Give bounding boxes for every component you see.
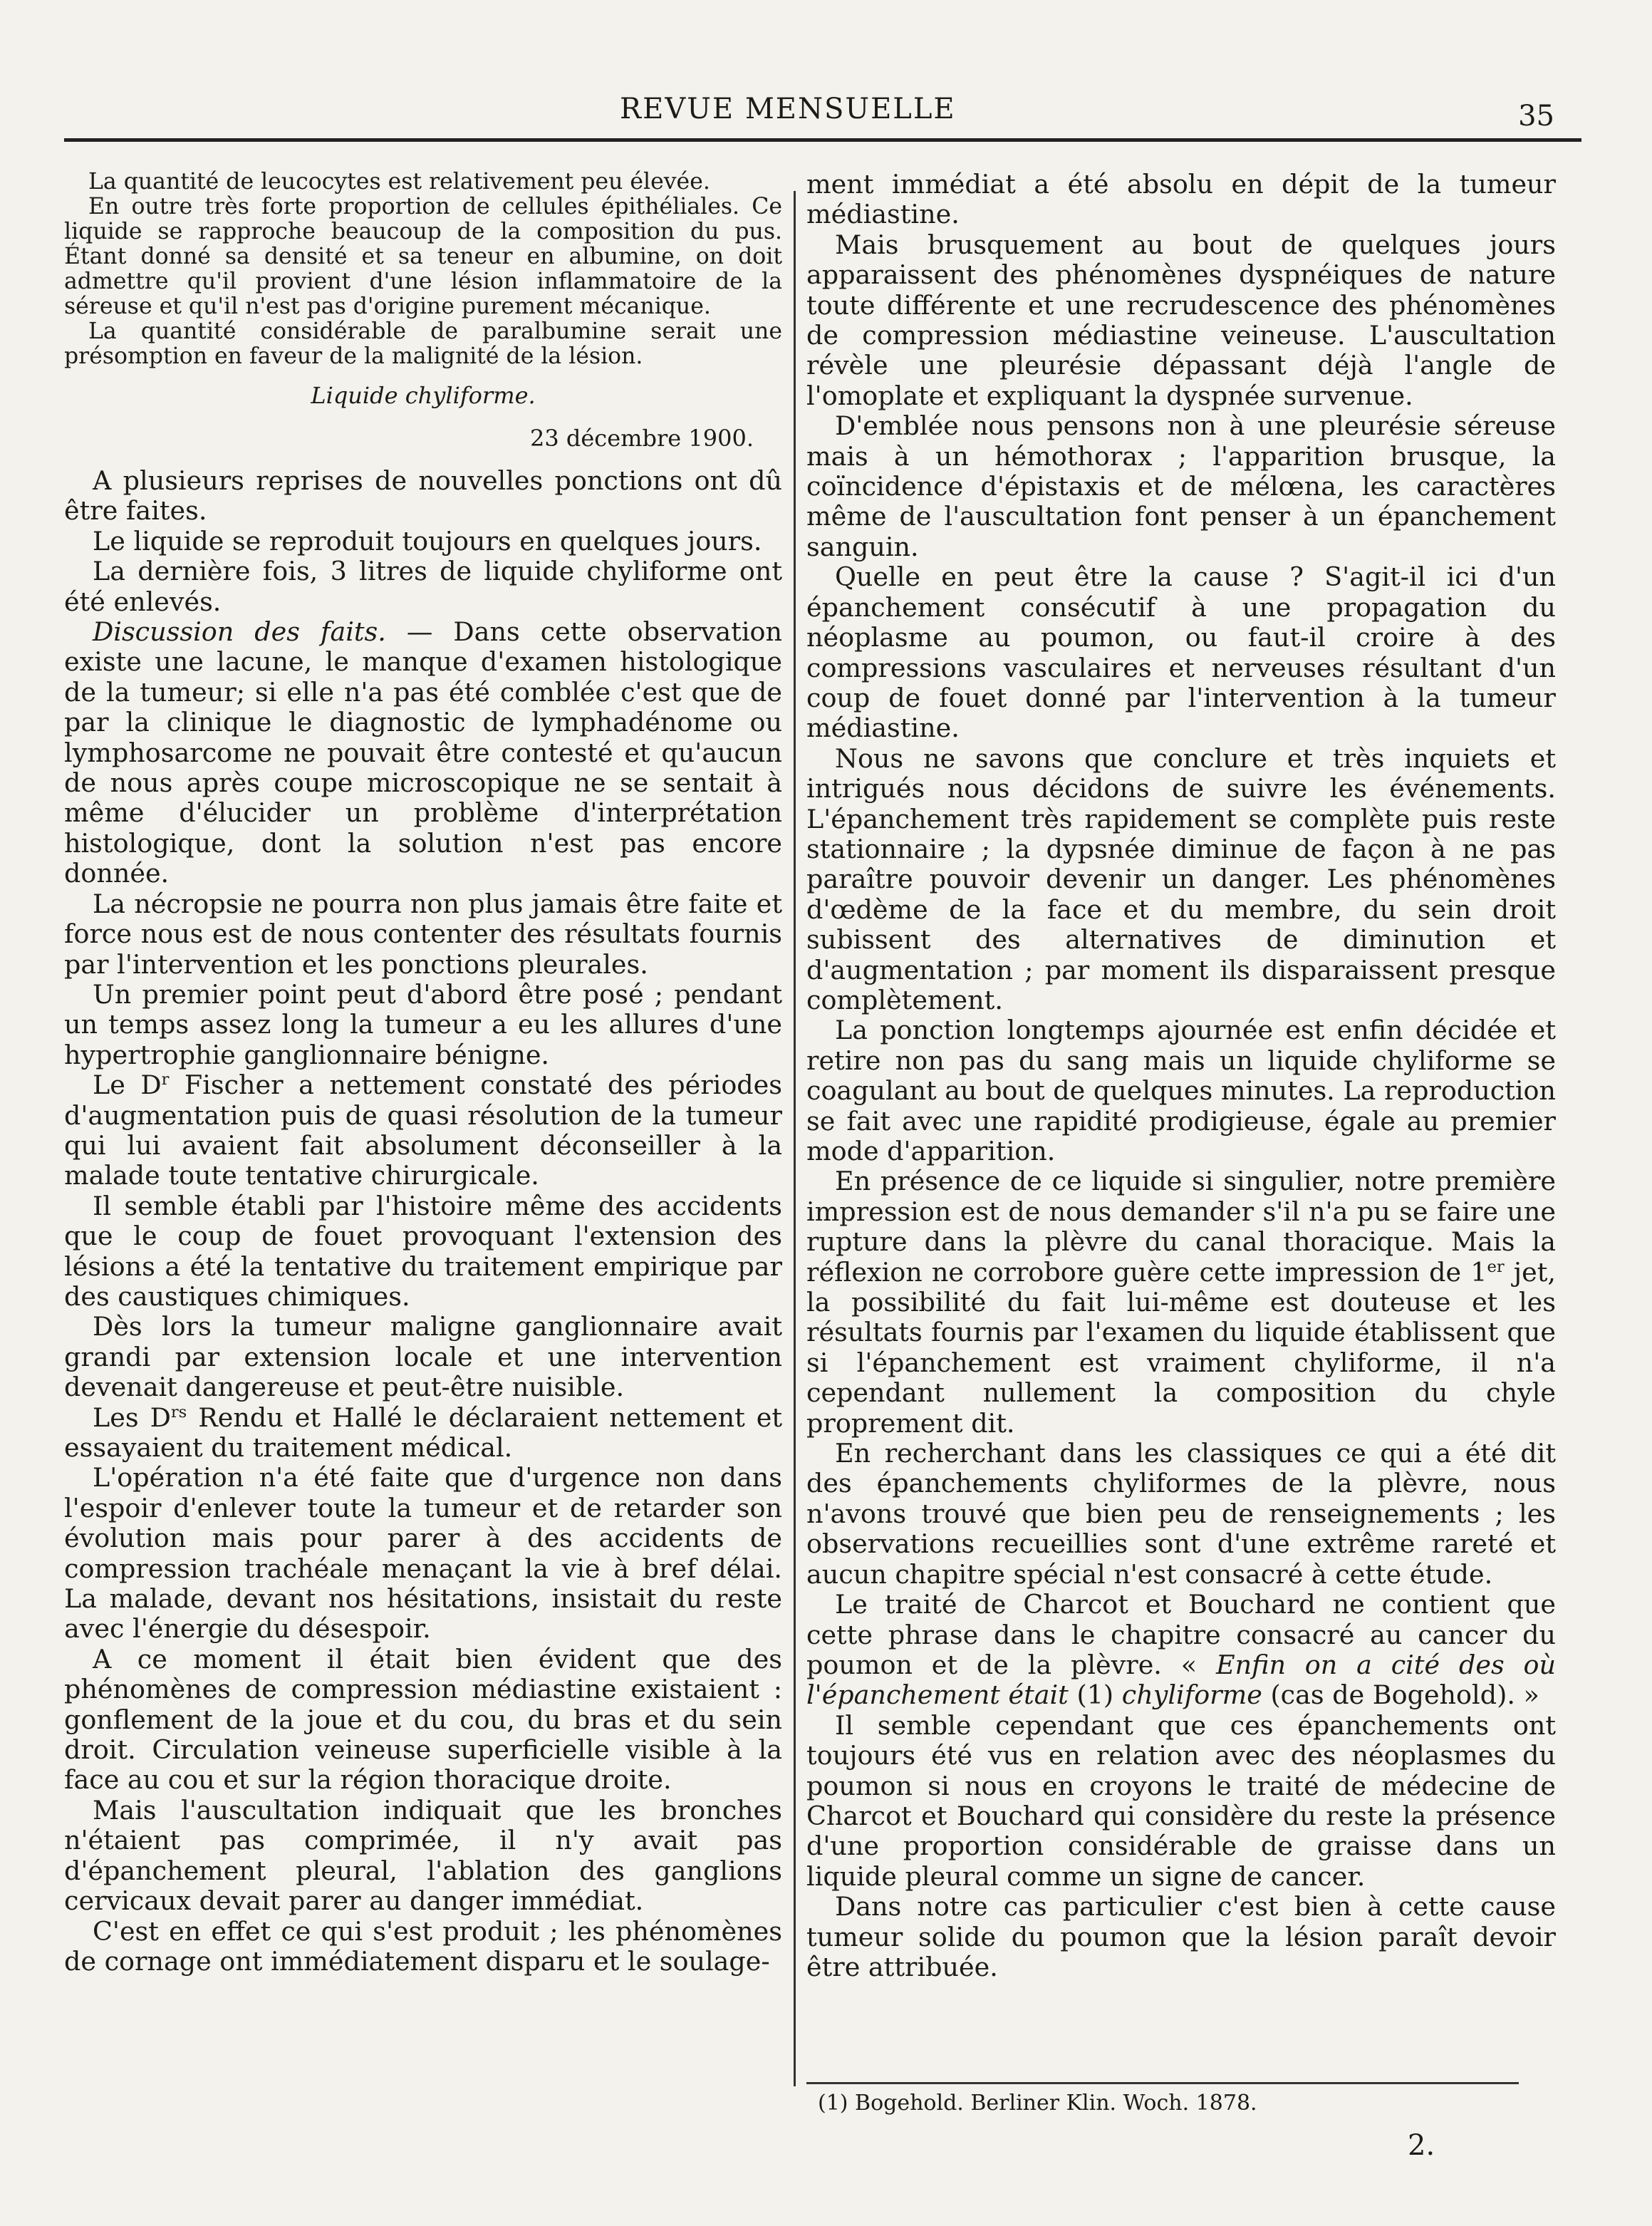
paragraph: L'opération n'a été faite que d'urgence non dans l'espoir d'enlever toute la tumeur et de retarder son évolution mais pour parer à des accidents de compression trachéale menaçant la vie à bref délai. La malade, devant nos hésitations, insistait du reste avec l'énergie du désespoir. xyxy=(64,1462,782,1645)
paragraph-text: Les D xyxy=(93,1402,171,1433)
paragraph: La nécropsie ne pourra non plus jamais être faite et force nous est de nous contenter des résultats fournis par l'intervention et les ponctions pleurales. xyxy=(64,888,782,980)
page-header xyxy=(64,84,1581,155)
column-divider xyxy=(794,191,796,2086)
paragraph: C'est en effet ce qui s'est produit ; les phénomènes de cornage ont immédiatement disparu et le soulage- xyxy=(64,1915,782,1977)
superscript: er xyxy=(1487,1257,1505,1276)
paragraph: Il semble établi par l'histoire même des accidents que le coup de fouet provoquant l'extension des lésions a été la tentative du traitement empirique par des caustiques chimiques. xyxy=(64,1190,782,1312)
entry-date: 23 décembre 1900. xyxy=(529,425,754,452)
section-title: Liquide chyliforme. xyxy=(311,382,536,409)
paragraph: A plusieurs reprises de nouvelles ponctions ont dû être faites. xyxy=(64,465,782,527)
paragraph: Il semble cependant que ces épanchements ont toujours été vus en relation avec des néoplasmes du poumon si nous en croyons le traité de médecine de Charcot et Bouchard qui considère du reste la présence d'une proportion considérable de graisse dans un liquide pleural comme un signe de cancer. xyxy=(806,1709,1556,1892)
signature-mark: 2. xyxy=(1408,2129,1435,2162)
paragraph: A ce moment il était bien évident que des phénomènes de compression médiastine existaient : gonflement de la joue et du cou, du bras et du sein droit. Circulation veineuse superficielle visible à la face au cou et sur la région thoracique droite. xyxy=(64,1643,782,1796)
citation-text: Enfin on a cité des où l'épanchement était xyxy=(806,1649,1557,1711)
paragraph: Mais l'auscultation indiquait que les bronches n'étaient pas comprimée, il n'y avait pas d'épanchement pleural, l'ablation des ganglions cervicaux devait parer au danger immédiat. xyxy=(64,1794,782,1917)
paragraph-text: Le D xyxy=(93,1070,162,1101)
paragraph-text: En présence de ce liquide si singulier, notre première impression est de nous demander s'il n'a pu se faire une rupture dans la plèvre du canal thoracique. Mais la réflexion ne corrobore guère cette impression de 1 xyxy=(806,1166,1556,1288)
paragraph: Nous ne savons que conclure et très inquiets et intrigués nous décidons de suivre les événements. L'épanchement très rapidement se complète puis reste stationnaire ; la dypsnée diminue de façon à ne pas paraître pouvoir devenir un danger. Les phénomènes d'œdème de la face et du membre, du sein droit subissent des alternatives de diminution et d'augmentation ; par moment ils disparaissent presque complètement. xyxy=(806,742,1556,1015)
paragraph xyxy=(64,617,782,889)
paragraph: La quantité de leucocytes est relativement peu élevée. xyxy=(88,169,710,195)
left-column xyxy=(64,170,782,1977)
footnote-marker: (1) xyxy=(1068,1679,1122,1711)
paragraph xyxy=(64,1070,782,1191)
page-number: 35 xyxy=(1518,100,1554,133)
header-rule xyxy=(64,138,1581,142)
paragraph-text: — Dans cette observation existe une lacune, le manque d'examen histologique de la tumeur; si elle n'a pas été comblée c'est que de par la clinique le diagnostic de lymphadénome ou lymphosarcome ne pouvait être contesté et qu'aucun de nous après coupe microscopique ne se sentait à même d'élucider un problème d'interprétation histologique, dont la solution n'est pas encore donnée. xyxy=(64,616,782,889)
paragraph-text: Fischer a nettement constaté des périodes d'augmentation puis de quasi résolution de la tumeur qui lui avaient fait absolument déconseiller à la malade toute tentative chirurgicale. xyxy=(64,1070,782,1191)
paragraph-text: Le traité de Charcot et Bouchard ne contient que cette phrase dans le chapitre consacré au cancer du poumon et de la plèvre. « xyxy=(806,1589,1556,1680)
paragraph xyxy=(806,1590,1556,1711)
paragraph: Le liquide se reproduit toujours en quelques jours. xyxy=(93,525,762,556)
paragraph: En recherchant dans les classiques ce qui a été dit des épanchements chyliformes de la plèvre, nous n'avons trouvé que bien peu de renseignements ; les observations recueillies sont d'une extrême rareté et aucun chapitre spécial n'est consacré à cette étude. xyxy=(806,1438,1556,1590)
paragraph-text: Rendu et Hallé le déclaraient nettement et essayaient du traitement médical. xyxy=(64,1402,783,1463)
paragraph: La ponction longtemps ajournée est enfin décidée et retire non pas du sang mais un liquide chyliforme se coagulant au bout de quelques minutes. La reproduction se fait avec une rapidité prodigieuse, égale au premier mode d'apparition. xyxy=(806,1015,1556,1166)
running-title: REVUE MENSUELLE xyxy=(620,93,956,125)
superscript: rs xyxy=(170,1402,187,1422)
citation-text: chyliforme xyxy=(1121,1679,1262,1711)
right-column xyxy=(806,170,1556,1982)
paragraph-text: (cas de Bogehold). » xyxy=(1262,1679,1539,1711)
paragraph: La quantité considérable de paralbumine serait une présomption en faveur de la malignité de la lésion. xyxy=(64,319,782,369)
paragraph xyxy=(64,1403,782,1464)
paragraph: Mais brusquement au bout de quelques jours apparaissent des phénomènes dyspnéiques de nature toute différente et une recrudescence des phénomènes de compression médiastine veineuse. L'auscultation révèle une pleurésie dépassant déjà l'angle de l'omoplate et expliquant la dyspnée survenue. xyxy=(806,229,1556,411)
paragraph: La dernière fois, 3 litres de liquide chyliforme ont été enlevés. xyxy=(64,556,782,617)
paragraph: D'emblée nous pensons non à une pleurésie séreuse mais à un hémothorax ; l'apparition brusque, la coïncidence d'épistaxis et de mélœna, les caractères même de l'auscultation font penser à un épanchement sanguin. xyxy=(806,410,1556,562)
paragraph: En outre très forte proportion de cellules épithéliales. Ce liquide se rapproche beaucoup de la composition du pus. Étant donné sa densité et sa teneur en albumine, on doit admettre qu'il provient d'une lésion inflammatoire de la séreuse et qu'il n'est pas d'origine purement mécanique. xyxy=(64,194,782,319)
footnote-rule xyxy=(806,2082,1519,2084)
paragraph: Un premier point peut d'abord être posé ; pendant un temps assez long la tumeur a eu les allures d'une hypertrophie ganglionnaire bénigne. xyxy=(64,978,782,1070)
footnote: (1) Bogehold. Berliner Klin. Woch. 1878. xyxy=(818,2091,1257,2116)
paragraph-lead: Discussion des faits. xyxy=(93,616,386,648)
paragraph: ment immédiat a été absolu en dépit de la tumeur médiastine. xyxy=(806,169,1556,230)
paragraph: Dès lors la tumeur maligne ganglionnaire avait grandi par extension locale et une intervention devenait dangereuse et peut-être nuisible. xyxy=(64,1311,782,1403)
paragraph xyxy=(806,1166,1556,1439)
paragraph-text: jet, la possibilité du fait lui-même est douteuse et les résultats fournis par l'examen du liquide établissent que si l'épanchement est vraiment chyliforme, il n'a cependant nullement la composition du chyle proprement dit. xyxy=(806,1256,1556,1439)
superscript: r xyxy=(161,1070,170,1089)
paragraph: Dans notre cas particulier c'est bien à cette cause tumeur solide du poumon que la lésion paraît devoir être attribuée. xyxy=(806,1891,1556,1982)
paragraph: Quelle en peut être la cause ? S'agit-il ici d'un épanchement consécutif à une propagation du néoplasme au poumon, ou faut-il croire à des compressions vasculaires et nerveuses résultant d'un coup de fouet donné par l'intervention à la tumeur médiastine. xyxy=(806,561,1556,744)
